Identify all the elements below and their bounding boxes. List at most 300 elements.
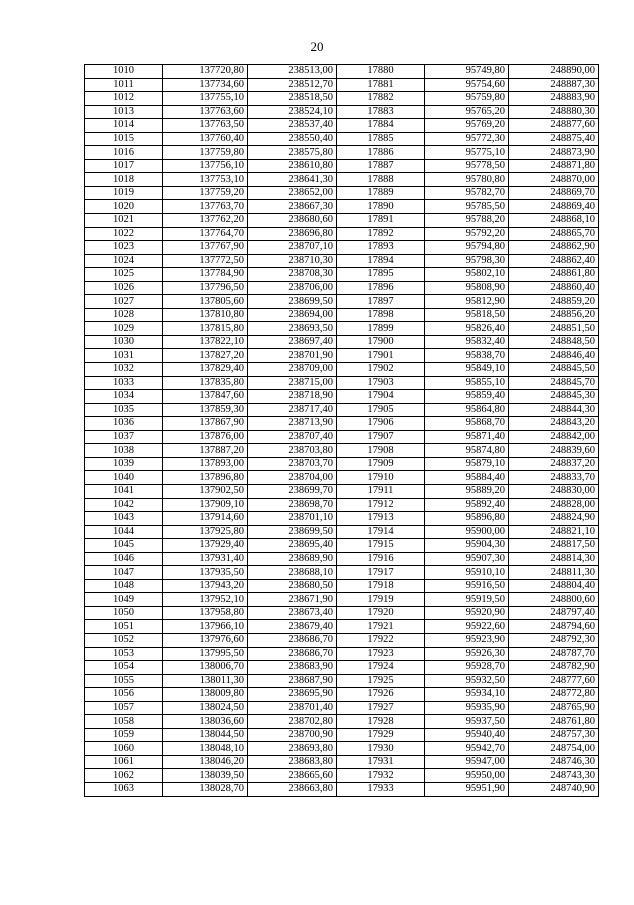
table-row <box>85 254 599 268</box>
point-number-cell: 1012 <box>85 92 163 106</box>
y-coordinate-cell: 248868,10 <box>509 214 599 228</box>
point-number-cell: 17930 <box>337 742 425 756</box>
x-coordinate-cell: 137805,60 <box>163 295 248 309</box>
y-coordinate-cell: 248811,30 <box>509 566 599 580</box>
point-number-cell: 1047 <box>85 566 163 580</box>
point-number-cell: 17889 <box>337 186 425 200</box>
table-row <box>85 701 599 715</box>
table-row <box>85 281 599 295</box>
x-coordinate-cell: 137952,10 <box>163 593 248 607</box>
x-coordinate-cell: 95916,50 <box>425 579 509 593</box>
x-coordinate-cell: 137815,80 <box>163 322 248 336</box>
x-coordinate-cell: 137755,10 <box>163 92 248 106</box>
x-coordinate-cell: 95754,60 <box>425 78 509 92</box>
point-number-cell: 1028 <box>85 308 163 322</box>
table-row <box>85 146 599 160</box>
point-number-cell: 17920 <box>337 606 425 620</box>
y-coordinate-cell: 248869,40 <box>509 200 599 214</box>
x-coordinate-cell: 95874,80 <box>425 444 509 458</box>
point-number-cell: 17917 <box>337 566 425 580</box>
point-number-cell: 1016 <box>85 146 163 160</box>
x-coordinate-cell: 95868,70 <box>425 417 509 431</box>
x-coordinate-cell: 137762,20 <box>163 214 248 228</box>
table-row <box>85 335 599 349</box>
x-coordinate-cell: 95808,90 <box>425 281 509 295</box>
y-coordinate-cell: 248743,30 <box>509 769 599 783</box>
point-number-cell: 17921 <box>337 620 425 634</box>
x-coordinate-cell: 137796,50 <box>163 281 248 295</box>
table-row <box>85 552 599 566</box>
table-row <box>85 241 599 255</box>
y-coordinate-cell: 248844,30 <box>509 403 599 417</box>
point-number-cell: 1057 <box>85 701 163 715</box>
y-coordinate-cell: 238550,40 <box>248 132 337 146</box>
y-coordinate-cell: 238671,90 <box>248 593 337 607</box>
x-coordinate-cell: 95907,30 <box>425 552 509 566</box>
table-row <box>85 620 599 634</box>
y-coordinate-cell: 248757,30 <box>509 728 599 742</box>
y-coordinate-cell: 238710,30 <box>248 254 337 268</box>
y-coordinate-cell: 238701,40 <box>248 701 337 715</box>
x-coordinate-cell: 138039,50 <box>163 769 248 783</box>
y-coordinate-cell: 238709,00 <box>248 363 337 377</box>
y-coordinate-cell: 238708,30 <box>248 268 337 282</box>
y-coordinate-cell: 238700,90 <box>248 728 337 742</box>
table-row <box>85 688 599 702</box>
point-number-cell: 17907 <box>337 430 425 444</box>
point-number-cell: 1025 <box>85 268 163 282</box>
table-row <box>85 92 599 106</box>
point-number-cell: 17916 <box>337 552 425 566</box>
point-number-cell: 17900 <box>337 335 425 349</box>
table-row <box>85 417 599 431</box>
point-number-cell: 17904 <box>337 390 425 404</box>
table-row <box>85 132 599 146</box>
x-coordinate-cell: 137931,40 <box>163 552 248 566</box>
y-coordinate-cell: 248821,10 <box>509 525 599 539</box>
point-number-cell: 17899 <box>337 322 425 336</box>
y-coordinate-cell: 248846,40 <box>509 349 599 363</box>
x-coordinate-cell: 95769,20 <box>425 119 509 133</box>
table-row <box>85 498 599 512</box>
y-coordinate-cell: 238663,80 <box>248 782 337 796</box>
table-row <box>85 349 599 363</box>
x-coordinate-cell: 95923,90 <box>425 633 509 647</box>
table-row <box>85 186 599 200</box>
x-coordinate-cell: 137966,10 <box>163 620 248 634</box>
y-coordinate-cell: 248856,20 <box>509 308 599 322</box>
y-coordinate-cell: 238701,10 <box>248 512 337 526</box>
table-row <box>85 214 599 228</box>
y-coordinate-cell: 248814,30 <box>509 552 599 566</box>
y-coordinate-cell: 238683,90 <box>248 661 337 675</box>
table-row <box>85 471 599 485</box>
y-coordinate-cell: 238688,10 <box>248 566 337 580</box>
y-coordinate-cell: 238683,80 <box>248 755 337 769</box>
y-coordinate-cell: 238641,30 <box>248 173 337 187</box>
table-row <box>85 105 599 119</box>
point-number-cell: 17891 <box>337 214 425 228</box>
coordinates-table <box>84 64 599 797</box>
x-coordinate-cell: 95932,50 <box>425 674 509 688</box>
point-number-cell: 1048 <box>85 579 163 593</box>
y-coordinate-cell: 238686,70 <box>248 647 337 661</box>
y-coordinate-cell: 248851,50 <box>509 322 599 336</box>
point-number-cell: 1017 <box>85 159 163 173</box>
table-row <box>85 227 599 241</box>
x-coordinate-cell: 137909,10 <box>163 498 248 512</box>
y-coordinate-cell: 248869,70 <box>509 186 599 200</box>
point-number-cell: 1014 <box>85 119 163 133</box>
y-coordinate-cell: 238686,70 <box>248 633 337 647</box>
x-coordinate-cell: 95950,00 <box>425 769 509 783</box>
point-number-cell: 1049 <box>85 593 163 607</box>
x-coordinate-cell: 137753,10 <box>163 173 248 187</box>
point-number-cell: 1059 <box>85 728 163 742</box>
y-coordinate-cell: 248873,90 <box>509 146 599 160</box>
y-coordinate-cell: 238697,40 <box>248 335 337 349</box>
y-coordinate-cell: 238524,10 <box>248 105 337 119</box>
point-number-cell: 1054 <box>85 661 163 675</box>
y-coordinate-cell: 248782,90 <box>509 661 599 675</box>
y-coordinate-cell: 238679,40 <box>248 620 337 634</box>
table-row <box>85 742 599 756</box>
table-row <box>85 159 599 173</box>
point-number-cell: 17927 <box>337 701 425 715</box>
y-coordinate-cell: 248792,30 <box>509 633 599 647</box>
y-coordinate-cell: 238718,90 <box>248 390 337 404</box>
y-coordinate-cell: 248861,80 <box>509 268 599 282</box>
x-coordinate-cell: 138048,10 <box>163 742 248 756</box>
x-coordinate-cell: 95785,50 <box>425 200 509 214</box>
point-number-cell: 1045 <box>85 539 163 553</box>
point-number-cell: 17913 <box>337 512 425 526</box>
y-coordinate-cell: 238687,90 <box>248 674 337 688</box>
point-number-cell: 17905 <box>337 403 425 417</box>
x-coordinate-cell: 137859,30 <box>163 403 248 417</box>
x-coordinate-cell: 137929,40 <box>163 539 248 553</box>
x-coordinate-cell: 95775,10 <box>425 146 509 160</box>
point-number-cell: 17925 <box>337 674 425 688</box>
table-row <box>85 363 599 377</box>
y-coordinate-cell: 238704,00 <box>248 471 337 485</box>
x-coordinate-cell: 137767,90 <box>163 241 248 255</box>
y-coordinate-cell: 248870,00 <box>509 173 599 187</box>
y-coordinate-cell: 248787,70 <box>509 647 599 661</box>
y-coordinate-cell: 238698,70 <box>248 498 337 512</box>
x-coordinate-cell: 137784,90 <box>163 268 248 282</box>
x-coordinate-cell: 138024,50 <box>163 701 248 715</box>
y-coordinate-cell: 248828,00 <box>509 498 599 512</box>
point-number-cell: 1036 <box>85 417 163 431</box>
y-coordinate-cell: 238702,80 <box>248 715 337 729</box>
y-coordinate-cell: 238699,50 <box>248 525 337 539</box>
table-row <box>85 200 599 214</box>
y-coordinate-cell: 238575,80 <box>248 146 337 160</box>
x-coordinate-cell: 95765,20 <box>425 105 509 119</box>
y-coordinate-cell: 238707,10 <box>248 241 337 255</box>
y-coordinate-cell: 248772,80 <box>509 688 599 702</box>
point-number-cell: 17886 <box>337 146 425 160</box>
y-coordinate-cell: 238689,90 <box>248 552 337 566</box>
x-coordinate-cell: 138046,20 <box>163 755 248 769</box>
point-number-cell: 17901 <box>337 349 425 363</box>
x-coordinate-cell: 95794,80 <box>425 241 509 255</box>
point-number-cell: 1023 <box>85 241 163 255</box>
y-coordinate-cell: 238707,40 <box>248 430 337 444</box>
x-coordinate-cell: 137887,20 <box>163 444 248 458</box>
point-number-cell: 1029 <box>85 322 163 336</box>
x-coordinate-cell: 137760,40 <box>163 132 248 146</box>
x-coordinate-cell: 95798,30 <box>425 254 509 268</box>
x-coordinate-cell: 137925,80 <box>163 525 248 539</box>
point-number-cell: 17923 <box>337 647 425 661</box>
x-coordinate-cell: 137943,20 <box>163 579 248 593</box>
point-number-cell: 17914 <box>337 525 425 539</box>
x-coordinate-cell: 137896,80 <box>163 471 248 485</box>
table-row <box>85 525 599 539</box>
x-coordinate-cell: 95792,20 <box>425 227 509 241</box>
table-row <box>85 444 599 458</box>
point-number-cell: 1013 <box>85 105 163 119</box>
y-coordinate-cell: 238713,90 <box>248 417 337 431</box>
point-number-cell: 17898 <box>337 308 425 322</box>
y-coordinate-cell: 248860,40 <box>509 281 599 295</box>
point-number-cell: 17896 <box>337 281 425 295</box>
table-row <box>85 268 599 282</box>
y-coordinate-cell: 238703,70 <box>248 457 337 471</box>
point-number-cell: 17888 <box>337 173 425 187</box>
point-number-cell: 1051 <box>85 620 163 634</box>
x-coordinate-cell: 95935,90 <box>425 701 509 715</box>
x-coordinate-cell: 137976,60 <box>163 633 248 647</box>
table-row <box>85 715 599 729</box>
x-coordinate-cell: 137759,20 <box>163 186 248 200</box>
x-coordinate-cell: 95780,80 <box>425 173 509 187</box>
x-coordinate-cell: 137759,80 <box>163 146 248 160</box>
y-coordinate-cell: 238665,60 <box>248 769 337 783</box>
point-number-cell: 17903 <box>337 376 425 390</box>
point-number-cell: 17910 <box>337 471 425 485</box>
point-number-cell: 1044 <box>85 525 163 539</box>
x-coordinate-cell: 95879,10 <box>425 457 509 471</box>
x-coordinate-cell: 95900,00 <box>425 525 509 539</box>
y-coordinate-cell: 238673,40 <box>248 606 337 620</box>
y-coordinate-cell: 238652,00 <box>248 186 337 200</box>
x-coordinate-cell: 138009,80 <box>163 688 248 702</box>
x-coordinate-cell: 95919,50 <box>425 593 509 607</box>
point-number-cell: 1052 <box>85 633 163 647</box>
x-coordinate-cell: 95940,40 <box>425 728 509 742</box>
x-coordinate-cell: 95802,10 <box>425 268 509 282</box>
y-coordinate-cell: 248845,70 <box>509 376 599 390</box>
y-coordinate-cell: 238699,50 <box>248 295 337 309</box>
point-number-cell: 1043 <box>85 512 163 526</box>
table-row <box>85 769 599 783</box>
y-coordinate-cell: 238693,80 <box>248 742 337 756</box>
y-coordinate-cell: 238512,70 <box>248 78 337 92</box>
x-coordinate-cell: 95782,70 <box>425 186 509 200</box>
point-number-cell: 1060 <box>85 742 163 756</box>
y-coordinate-cell: 248794,60 <box>509 620 599 634</box>
table-row <box>85 119 599 133</box>
x-coordinate-cell: 95934,10 <box>425 688 509 702</box>
page-number: 20 <box>310 39 324 54</box>
point-number-cell: 1021 <box>85 214 163 228</box>
point-number-cell: 1034 <box>85 390 163 404</box>
point-number-cell: 1011 <box>85 78 163 92</box>
y-coordinate-cell: 248845,30 <box>509 390 599 404</box>
x-coordinate-cell: 95928,70 <box>425 661 509 675</box>
x-coordinate-cell: 95832,40 <box>425 335 509 349</box>
y-coordinate-cell: 238667,30 <box>248 200 337 214</box>
table-row <box>85 512 599 526</box>
y-coordinate-cell: 238537,40 <box>248 119 337 133</box>
point-number-cell: 17885 <box>337 132 425 146</box>
x-coordinate-cell: 137763,60 <box>163 105 248 119</box>
x-coordinate-cell: 138036,60 <box>163 715 248 729</box>
x-coordinate-cell: 95922,60 <box>425 620 509 634</box>
x-coordinate-cell: 95778,50 <box>425 159 509 173</box>
x-coordinate-cell: 95812,90 <box>425 295 509 309</box>
point-number-cell: 1032 <box>85 363 163 377</box>
point-number-cell: 17894 <box>337 254 425 268</box>
point-number-cell: 17911 <box>337 484 425 498</box>
y-coordinate-cell: 248871,80 <box>509 159 599 173</box>
x-coordinate-cell: 95855,10 <box>425 376 509 390</box>
y-coordinate-cell: 238717,40 <box>248 403 337 417</box>
y-coordinate-cell: 238694,00 <box>248 308 337 322</box>
point-number-cell: 17924 <box>337 661 425 675</box>
point-number-cell: 1063 <box>85 782 163 796</box>
y-coordinate-cell: 248890,00 <box>509 65 599 79</box>
table-row <box>85 295 599 309</box>
point-number-cell: 1038 <box>85 444 163 458</box>
point-number-cell: 1046 <box>85 552 163 566</box>
y-coordinate-cell: 248839,60 <box>509 444 599 458</box>
table-row <box>85 322 599 336</box>
y-coordinate-cell: 238695,40 <box>248 539 337 553</box>
y-coordinate-cell: 238701,90 <box>248 349 337 363</box>
x-coordinate-cell: 95772,30 <box>425 132 509 146</box>
y-coordinate-cell: 238715,00 <box>248 376 337 390</box>
table-row <box>85 484 599 498</box>
y-coordinate-cell: 238699,70 <box>248 484 337 498</box>
point-number-cell: 1056 <box>85 688 163 702</box>
y-coordinate-cell: 248887,30 <box>509 78 599 92</box>
y-coordinate-cell: 248862,40 <box>509 254 599 268</box>
x-coordinate-cell: 95818,50 <box>425 308 509 322</box>
point-number-cell: 1010 <box>85 65 163 79</box>
table-row <box>85 566 599 580</box>
point-number-cell: 1024 <box>85 254 163 268</box>
x-coordinate-cell: 95849,10 <box>425 363 509 377</box>
point-number-cell: 1031 <box>85 349 163 363</box>
point-number-cell: 17931 <box>337 755 425 769</box>
x-coordinate-cell: 137847,60 <box>163 390 248 404</box>
y-coordinate-cell: 238695,90 <box>248 688 337 702</box>
table-row <box>85 78 599 92</box>
table-row <box>85 647 599 661</box>
x-coordinate-cell: 137867,90 <box>163 417 248 431</box>
point-number-cell: 1041 <box>85 484 163 498</box>
point-number-cell: 17928 <box>337 715 425 729</box>
x-coordinate-cell: 137893,00 <box>163 457 248 471</box>
x-coordinate-cell: 95904,30 <box>425 539 509 553</box>
point-number-cell: 17883 <box>337 105 425 119</box>
point-number-cell: 1039 <box>85 457 163 471</box>
point-number-cell: 17892 <box>337 227 425 241</box>
point-number-cell: 1015 <box>85 132 163 146</box>
y-coordinate-cell: 248824,90 <box>509 512 599 526</box>
y-coordinate-cell: 248865,70 <box>509 227 599 241</box>
x-coordinate-cell: 137876,00 <box>163 430 248 444</box>
x-coordinate-cell: 95889,20 <box>425 484 509 498</box>
y-coordinate-cell: 248746,30 <box>509 755 599 769</box>
point-number-cell: 17890 <box>337 200 425 214</box>
y-coordinate-cell: 238513,00 <box>248 65 337 79</box>
point-number-cell: 17932 <box>337 769 425 783</box>
point-number-cell: 17887 <box>337 159 425 173</box>
point-number-cell: 17926 <box>337 688 425 702</box>
point-number-cell: 17909 <box>337 457 425 471</box>
point-number-cell: 17906 <box>337 417 425 431</box>
table-row <box>85 457 599 471</box>
table-row <box>85 390 599 404</box>
point-number-cell: 17882 <box>337 92 425 106</box>
y-coordinate-cell: 238703,80 <box>248 444 337 458</box>
y-coordinate-cell: 238518,50 <box>248 92 337 106</box>
y-coordinate-cell: 248845,50 <box>509 363 599 377</box>
point-number-cell: 1022 <box>85 227 163 241</box>
x-coordinate-cell: 95896,80 <box>425 512 509 526</box>
y-coordinate-cell: 248837,20 <box>509 457 599 471</box>
y-coordinate-cell: 238680,50 <box>248 579 337 593</box>
table-row <box>85 755 599 769</box>
x-coordinate-cell: 138011,30 <box>163 674 248 688</box>
x-coordinate-cell: 95937,50 <box>425 715 509 729</box>
y-coordinate-cell: 238696,80 <box>248 227 337 241</box>
x-coordinate-cell: 95942,70 <box>425 742 509 756</box>
table-row <box>85 403 599 417</box>
point-number-cell: 1030 <box>85 335 163 349</box>
y-coordinate-cell: 248804,40 <box>509 579 599 593</box>
table-row <box>85 606 599 620</box>
x-coordinate-cell: 95788,20 <box>425 214 509 228</box>
point-number-cell: 1061 <box>85 755 163 769</box>
point-number-cell: 1020 <box>85 200 163 214</box>
table-row <box>85 579 599 593</box>
y-coordinate-cell: 248877,60 <box>509 119 599 133</box>
x-coordinate-cell: 137756,10 <box>163 159 248 173</box>
x-coordinate-cell: 137810,80 <box>163 308 248 322</box>
point-number-cell: 17895 <box>337 268 425 282</box>
point-number-cell: 17897 <box>337 295 425 309</box>
point-number-cell: 17929 <box>337 728 425 742</box>
point-number-cell: 1053 <box>85 647 163 661</box>
x-coordinate-cell: 137734,60 <box>163 78 248 92</box>
x-coordinate-cell: 138044,50 <box>163 728 248 742</box>
x-coordinate-cell: 137763,50 <box>163 119 248 133</box>
y-coordinate-cell: 248817,50 <box>509 539 599 553</box>
table-row <box>85 308 599 322</box>
y-coordinate-cell: 238610,80 <box>248 159 337 173</box>
point-number-cell: 17933 <box>337 782 425 796</box>
point-number-cell: 17881 <box>337 78 425 92</box>
y-coordinate-cell: 248740,90 <box>509 782 599 796</box>
x-coordinate-cell: 95926,30 <box>425 647 509 661</box>
x-coordinate-cell: 95759,80 <box>425 92 509 106</box>
